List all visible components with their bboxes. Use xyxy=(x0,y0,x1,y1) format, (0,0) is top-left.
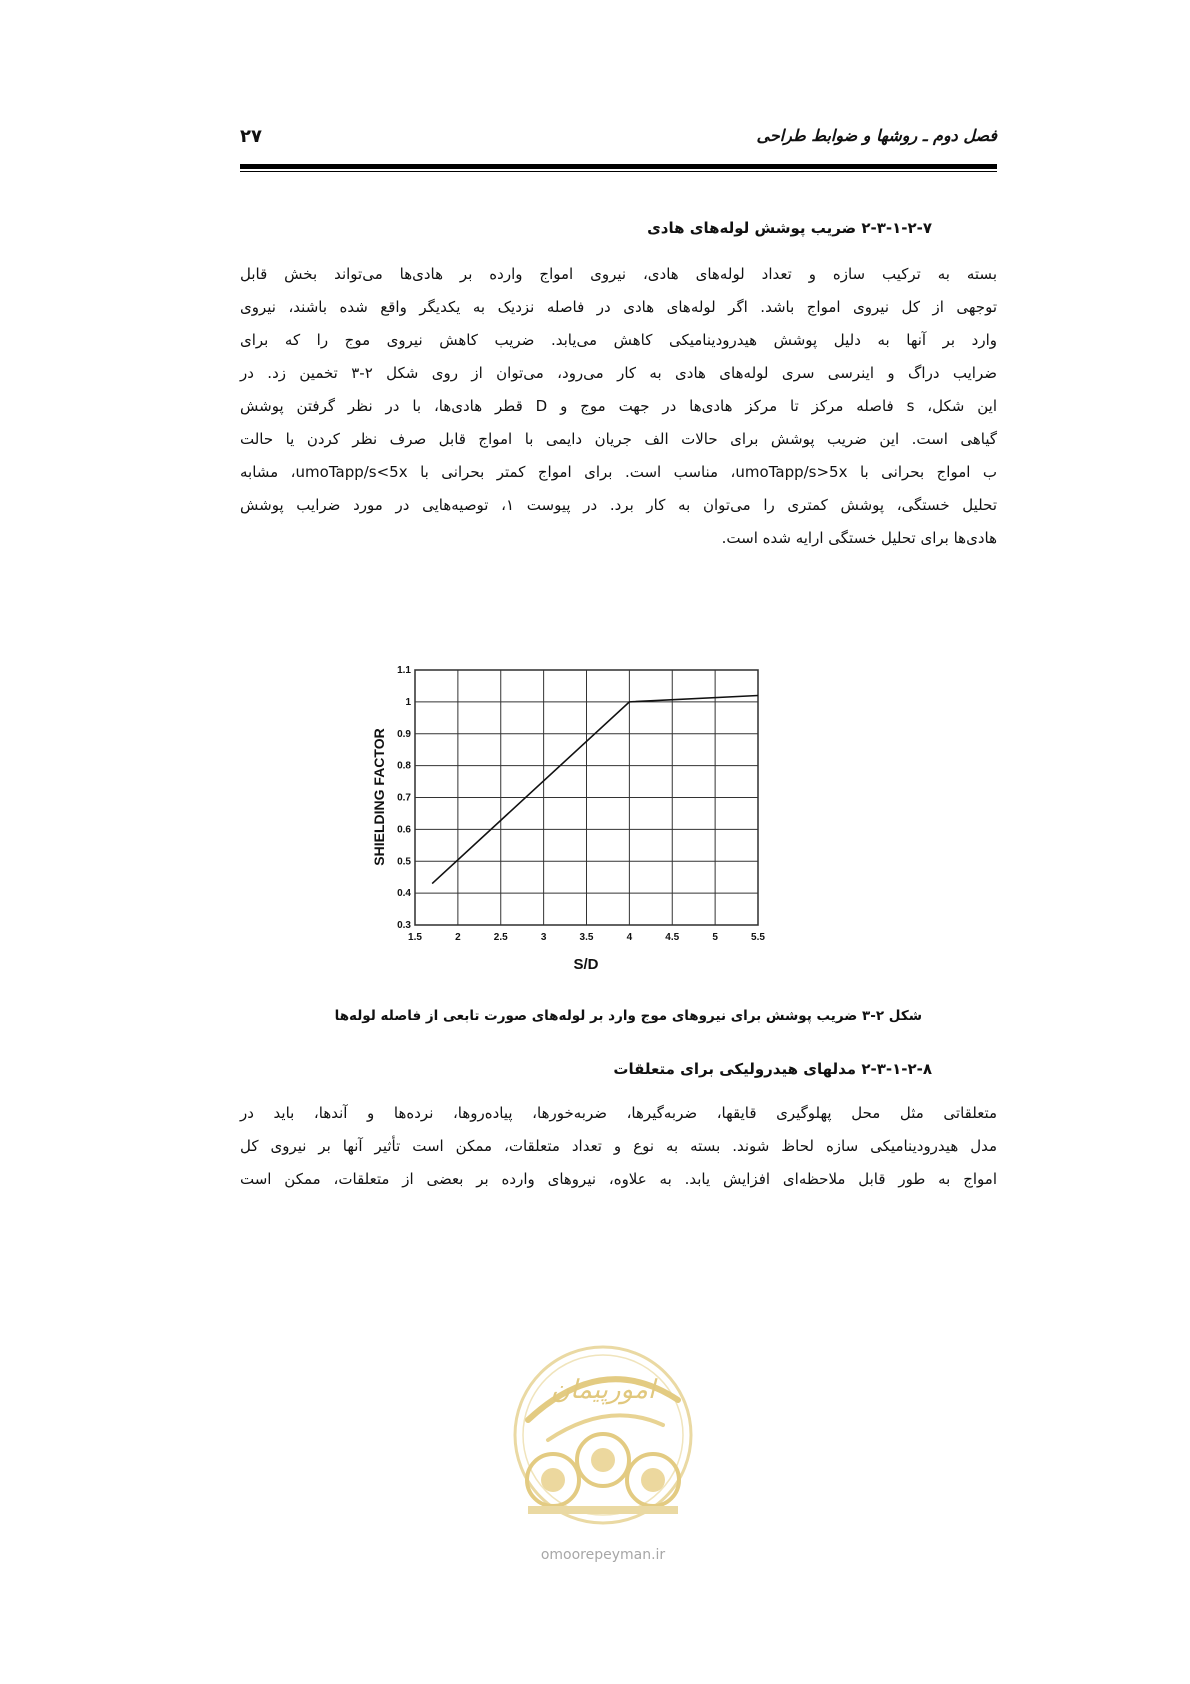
paragraph-line: این شکل، s فاصله مرکز تا مرکز هادی‌ها در جهت موج و D قطر هادی‌ها، با در نظر گرفتن پوشش xyxy=(240,397,997,415)
y-tick-label: 0.6 xyxy=(397,824,411,836)
x-tick-label: 5 xyxy=(712,932,718,943)
y-tick-labels xyxy=(397,665,411,931)
paragraph-line: توجهی از کل نیروی امواج باشد. اگر لوله‌های هادی در فاصله نزدیک به یکدیگر واقع شده باشند، نیروی xyxy=(240,298,997,316)
y-tick-label: 0.7 xyxy=(397,792,411,804)
paragraph-line: هادی‌ها برای تحلیل خستگی ارایه شده است. xyxy=(721,529,997,547)
paragraph-line: امواج به طور قابل ملاحظه‌ای افزایش یابد. به علاوه، نیروهای وارده بر بعضی از متعلقات، ممکن است xyxy=(240,1170,997,1188)
section-heading-shielding: ۲-۳-۱-۲-۷ ضریب پوشش لوله‌های هادی xyxy=(647,219,932,237)
y-tick-label: 0.9 xyxy=(397,728,411,740)
paragraph-line: ضرایب دراگ و اینرسی سری لوله‌های هادی به کار می‌رود، می‌توان از روی شکل ۲-۳ تخمین زد. در xyxy=(240,364,997,382)
section-heading-appurtenances: ۲-۳-۱-۲-۸ مدلهای هیدرولیکی برای متعلقات xyxy=(613,1060,932,1078)
paragraph-line: ب امواج بحرانی با umoTapp/s>5x، مناسب است. برای امواج کمتر بحرانی با umoTapp/s<5x، مشابه xyxy=(240,463,998,481)
y-tick-label: 0.8 xyxy=(397,760,411,772)
figure-caption: شکل ۲-۳ ضریب پوشش برای نیروهای موج وارد بر لوله‌های صورت تابعی از فاصله لوله‌ها xyxy=(334,1008,922,1024)
paragraph-shielding xyxy=(240,258,997,555)
page-header xyxy=(240,126,997,156)
watermark-logo-text: امورپیمان xyxy=(550,1375,656,1405)
x-tick-label: 4.5 xyxy=(665,932,680,943)
x-tick-labels xyxy=(408,932,765,943)
chapter-title: فصل دوم ـ روشها و ضوابط طراحی xyxy=(756,126,997,145)
page-number: ۲۷ xyxy=(240,126,262,147)
y-axis-label: SHIELDING FACTOR xyxy=(371,728,387,866)
paragraph-line: تحلیل خستگی، پوشش کمتری را می‌توان به کار برد. در پیوست ۱، توصیه‌هایی در مورد ضرایب پوشش xyxy=(240,496,997,514)
header-rule-thick xyxy=(240,164,997,169)
x-tick-label: 1.5 xyxy=(408,932,422,943)
watermark-logo xyxy=(488,1330,718,1570)
y-tick-label: 0.4 xyxy=(397,888,411,900)
paragraph-line: گیاهی است. این ضریب پوشش برای حالات الف جریان دایمی با امواج قابل صرف نظر کردن یا حالت xyxy=(240,430,997,448)
shielding-factor-figure xyxy=(371,651,835,991)
paragraph-line: بسته به ترکیب سازه و تعداد لوله‌های هادی، نیروی امواج وارده بر هادی‌ها می‌تواند بخش قابل xyxy=(240,265,997,283)
paragraph-appurtenances xyxy=(240,1097,997,1196)
paragraph-line: متعلقاتی مثل محل پهلوگیری قایقها، ضربه‌گیرها، ضربه‌خورها، پیاده‌روها، نرده‌ها و آندها، باید در xyxy=(240,1104,997,1122)
x-axis-label: S/D xyxy=(573,956,599,973)
paragraph-line: مدل هیدرودینامیکی سازه لحاظ شوند. بسته به نوع و تعداد متعلقات، ممکن است تأثیر آنها بر نیروی کل xyxy=(240,1137,997,1155)
x-tick-label: 2 xyxy=(455,932,461,943)
y-tick-label: 0.5 xyxy=(397,856,411,868)
watermark-url: omoorepeyman.ir xyxy=(540,1547,666,1563)
y-tick-label: 1 xyxy=(405,696,411,708)
header-rule-thin xyxy=(240,171,997,172)
x-tick-label: 3.5 xyxy=(579,932,594,943)
x-tick-label: 3 xyxy=(540,932,547,943)
x-tick-label: 4 xyxy=(626,932,633,943)
y-tick-label: 0.3 xyxy=(397,920,411,931)
shielding-factor-chart xyxy=(371,651,835,991)
y-tick-label: 1.1 xyxy=(397,665,411,676)
paragraph-line: وارد بر آنها به دلیل پوشش هیدرودینامیکی کاهش می‌یابد. ضریب کاهش نیروی موج را که برای xyxy=(240,331,997,349)
x-tick-label: 5.5 xyxy=(751,932,765,943)
x-tick-label: 2.5 xyxy=(493,932,508,943)
